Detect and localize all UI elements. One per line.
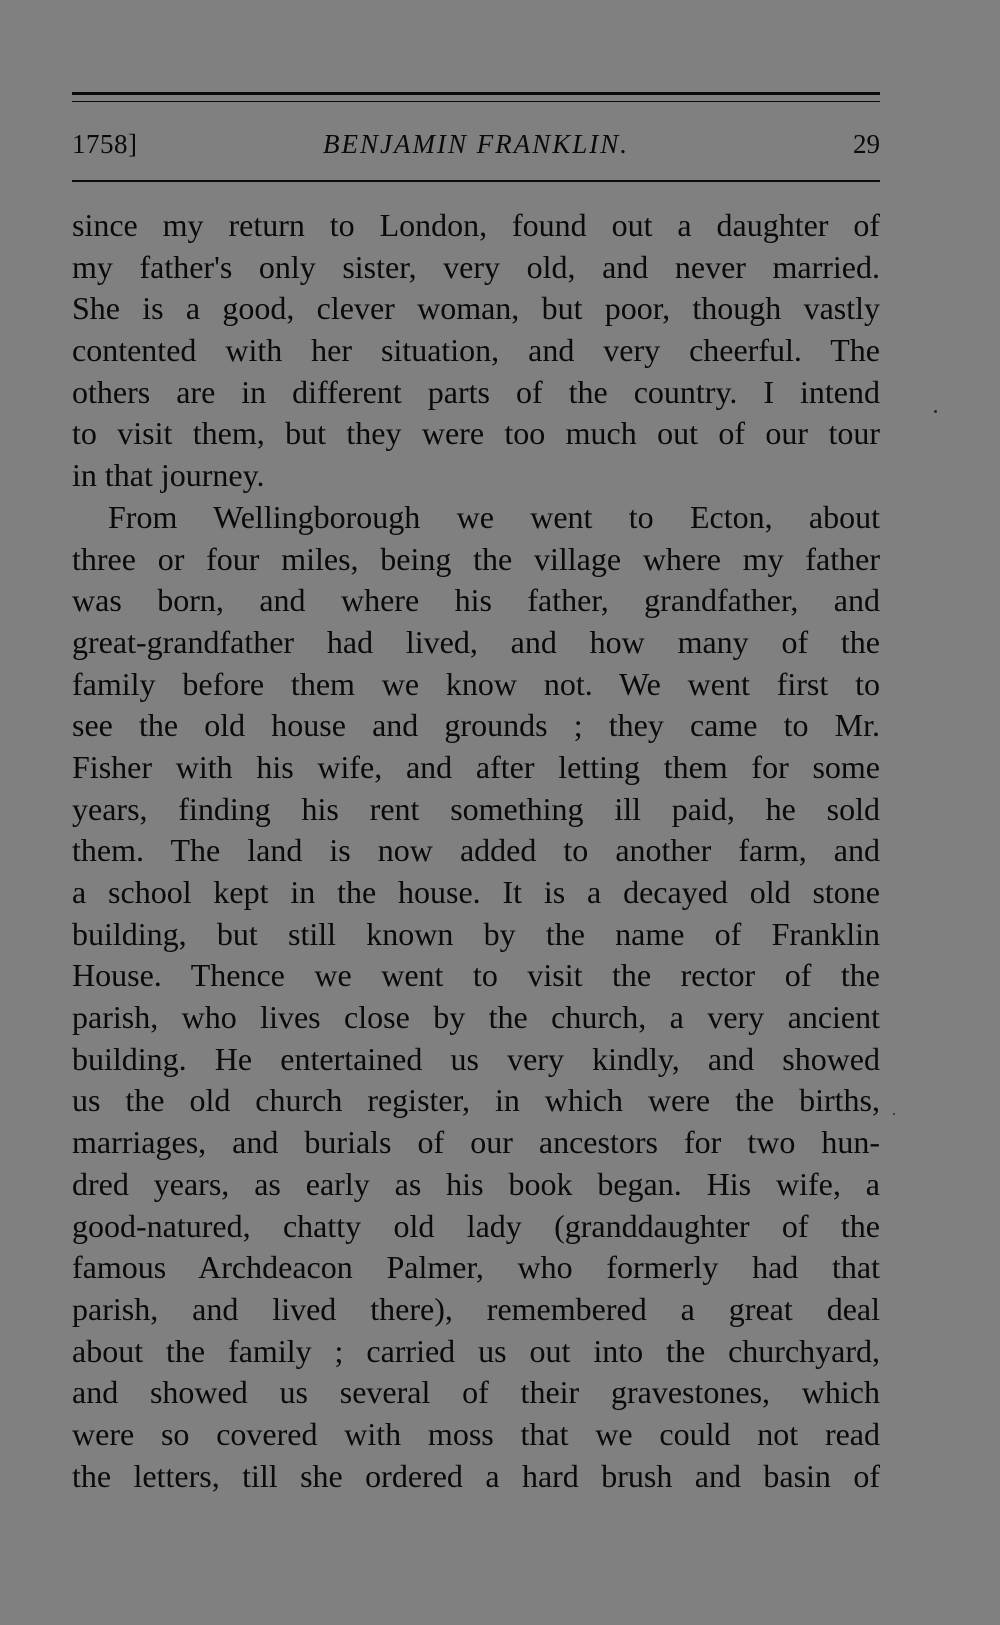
text-line: parish, and lived there), remembered a great deal	[72, 1290, 880, 1327]
header-rule-thin	[72, 101, 880, 102]
text-line: about the family ; carried us out into the churchyard,	[72, 1332, 880, 1369]
text-line: building. He entertained us very kindly, and showed	[72, 1040, 880, 1077]
text-line: them. The land is now added to another farm, and	[72, 832, 880, 869]
text-line: dred years, as early as his book began. His wife, a	[72, 1165, 880, 1202]
text-line: building, but still known by the name of Franklin	[72, 915, 880, 952]
text-line: a school kept in the house. It is a decayed old stone	[72, 874, 880, 910]
header-rule-thick	[72, 92, 880, 95]
text-line: my father's only sister, very old, and never married.	[72, 248, 880, 285]
running-head-title: BENJAMIN FRANKLIN.	[323, 129, 629, 159]
text-line: contented with her situation, and very cheerful. The	[72, 332, 880, 369]
text-line: were so covered with moss that we could not read	[72, 1415, 880, 1452]
text-line: years, finding his rent something ill paid, he sold	[72, 790, 880, 827]
text-line: the letters, till she ordered a hard brush and basin of	[72, 1457, 880, 1494]
text-line: us the old church register, in which were the births,	[72, 1082, 880, 1119]
page-speck	[934, 410, 937, 413]
body-text	[72, 205, 880, 1497]
text-line: in that journey.	[72, 457, 265, 494]
text-line: She is a good, clever woman, but poor, though vastly	[72, 290, 880, 327]
running-head	[72, 124, 880, 164]
text-line: House. Thence we went to visit the rector of the	[72, 957, 880, 994]
page-speck	[893, 1113, 895, 1115]
text-line: others are in different parts of the country. I intend	[72, 373, 880, 410]
header-rule-bottom	[72, 180, 880, 182]
text-line: Fisher with his wife, and after letting them for some	[72, 748, 880, 785]
text-line: since my return to London, found out a daughter of	[72, 207, 880, 243]
text-line: famous Archdeacon Palmer, who formerly had that	[72, 1249, 880, 1286]
paragraph	[72, 497, 880, 1498]
text-line: family before them we know not. We went first to	[72, 665, 880, 702]
text-line: good-natured, chatty old lady (granddaughter of the	[72, 1207, 880, 1244]
running-head-year: 1758]	[72, 129, 138, 159]
text-line: From Wellingborough we went to Ecton, about	[108, 498, 880, 535]
paragraph	[72, 205, 880, 497]
text-line: parish, who lives close by the church, a very ancient	[72, 999, 880, 1036]
book-page	[72, 0, 880, 1625]
text-line: and showed us several of their gravestones, which	[72, 1374, 880, 1411]
text-line: to visit them, but they were too much out of our tour	[72, 415, 880, 452]
text-line: great-grandfather had lived, and how many of the	[72, 623, 880, 660]
page-number: 29	[853, 129, 880, 159]
text-line: was born, and where his father, grandfather, and	[72, 582, 880, 619]
text-line: three or four miles, being the village where my father	[72, 540, 880, 577]
text-line: marriages, and burials of our ancestors for two hun-	[72, 1124, 880, 1161]
text-line: see the old house and grounds ; they came to Mr.	[72, 707, 880, 744]
